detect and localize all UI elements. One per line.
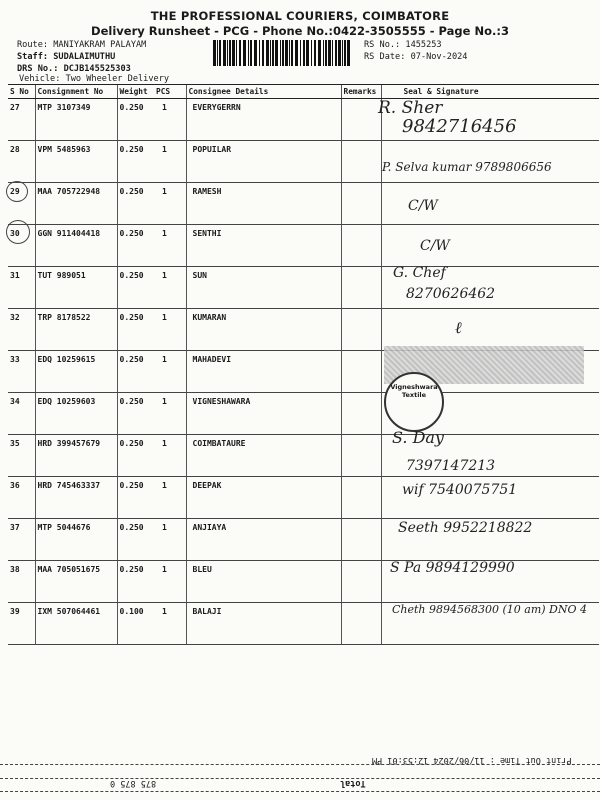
cell-consignee: ANJIAYA [186,519,341,561]
cell-pcs: 1 [154,603,186,645]
cell-pcs: 1 [154,225,186,267]
cell-consignee: RAMESH [186,183,341,225]
signature-27-phone: 9842716456 [402,116,517,137]
cell-remarks [341,393,381,435]
print-out-time: Print Out Time : 11/06/2024 12:53:01 PM [372,755,572,765]
col-signature: Seal & Signature [381,85,599,99]
cell-consignment-no: MTP 5044676 [35,519,117,561]
cell-sno: 38 [8,561,35,603]
cell-sno: 28 [8,141,35,183]
cell-sno: 33 [8,351,35,393]
cell-remarks [341,435,381,477]
cell-remarks [341,351,381,393]
col-sno: S No [8,85,35,99]
cell-pcs: 1 [154,141,186,183]
cell-consignment-no: MTP 3107349 [35,99,117,141]
cell-remarks [341,99,381,141]
cell-weight: 0.250 [117,435,154,477]
cell-consignee: POPUILAR [186,141,341,183]
total-label: Total [340,778,366,788]
signature-38: S Pa 9894129990 [390,560,515,576]
cell-consignee: VIGNESHAWARA [186,393,341,435]
cell-consignment-no: HRD 399457679 [35,435,117,477]
cell-pcs: 1 [154,267,186,309]
row-30-circle-mark [6,220,30,244]
col-consignment: Consignment No [35,85,117,99]
cell-pcs: 1 [154,99,186,141]
company-title: THE PROFESSIONAL COURIERS, COIMBATORE [150,9,450,23]
total-values: 875 875 0 [110,778,157,788]
rs-date: RS Date: 07-Nov-2024 [364,52,468,62]
cell-consignment-no: EDQ 10259615 [35,351,117,393]
footer-divider-bottom [0,791,600,792]
cell-consignment-no: MAA 705051675 [35,561,117,603]
signature-39: Cheth 9894568300 (10 am) DNO 4 [392,603,588,616]
cell-sno: 35 [8,435,35,477]
cell-consignee: DEEPAK [186,477,341,519]
cell-pcs: 1 [154,183,186,225]
cell-weight: 0.250 [117,351,154,393]
cell-weight: 0.250 [117,561,154,603]
col-remarks: Remarks [341,85,381,99]
signature-36: wif 7540075751 [402,482,518,498]
cell-consignment-no: IXM 507064461 [35,603,117,645]
footer-divider-mid [0,778,600,779]
cell-consignment-no: EDQ 10259603 [35,393,117,435]
col-pcs: PCS [154,85,186,99]
cell-pcs: 1 [154,519,186,561]
table-row [8,183,599,225]
table-header-row [8,85,599,99]
cell-weight: 0.250 [117,141,154,183]
cell-weight: 0.100 [117,603,154,645]
runsheet-subtitle: Delivery Runsheet - PCG - Phone No.:0422-3505555 - Page No.:3 [91,24,509,38]
cell-sno: 32 [8,309,35,351]
table-row [8,225,599,267]
cell-consignee: SENTHI [186,225,341,267]
cell-consignment-no: MAA 705722948 [35,183,117,225]
seal-34-text: Vigneshwara Textile [390,383,438,399]
vehicle-label: Vehicle: Two Wheeler Delivery [19,74,170,84]
cell-sno: 39 [8,603,35,645]
row-29-circle-mark [6,181,28,202]
cell-consignee: SUN [186,267,341,309]
cell-remarks [341,141,381,183]
cell-weight: 0.250 [117,99,154,141]
cell-pcs: 1 [154,477,186,519]
cell-weight: 0.250 [117,519,154,561]
cell-sno: 27 [8,99,35,141]
signature-35-name: S. Day [392,428,444,447]
cell-consignee: BLEU [186,561,341,603]
table-row [8,309,599,351]
table-row [8,393,599,435]
cell-remarks [341,309,381,351]
cell-sno: 31 [8,267,35,309]
table-row [8,435,599,477]
cell-consignee: KUMARAN [186,309,341,351]
route-label: Route: MANIYAKRAM PALAYAM [17,40,147,50]
cell-sno: 30 [8,225,35,267]
signature-37: Seeth 9952218822 [398,520,533,536]
signature-28: P. Selva kumar 9789806656 [382,160,552,174]
cell-weight: 0.250 [117,309,154,351]
signature-27-name: R. Sher [378,98,443,118]
cell-sno: 36 [8,477,35,519]
cell-remarks [341,183,381,225]
table-row [8,267,599,309]
cell-remarks [341,225,381,267]
signature-31-phone: 8270626462 [406,286,496,302]
cell-consignee: BALAJI [186,603,341,645]
cell-pcs: 1 [154,393,186,435]
cell-remarks [341,519,381,561]
seal-34 [384,372,444,432]
cell-consignee: EVERYGERRN [186,99,341,141]
col-consignee: Consignee Details [186,85,341,99]
cell-remarks [341,267,381,309]
col-weight: Weight [117,85,154,99]
cell-weight: 0.250 [117,267,154,309]
signature-29: C/W [408,198,438,214]
staff-label: Staff: SUDALAIMUTHU [17,52,116,62]
signature-32-mark: ℓ [455,318,462,337]
signature-35-phone: 7397147213 [406,458,496,474]
cell-sno: 29 [8,183,35,225]
cell-consignee: MAHADEVI [186,351,341,393]
cell-remarks [341,603,381,645]
cell-consignee: COIMBATAURE [186,435,341,477]
signature-30: C/W [420,238,450,254]
cell-consignment-no: TUT 989051 [35,267,117,309]
cell-weight: 0.250 [117,225,154,267]
cell-weight: 0.250 [117,183,154,225]
cell-consignment-no: GGN 911404418 [35,225,117,267]
cell-weight: 0.250 [117,393,154,435]
drs-number: DRS No.: DCJB145525303 [17,64,131,74]
cell-sno: 34 [8,393,35,435]
cell-pcs: 1 [154,309,186,351]
cell-consignment-no: VPM 5485963 [35,141,117,183]
barcode [213,40,353,66]
cell-consignment-no: HRD 745463337 [35,477,117,519]
cell-signature [381,225,599,267]
cell-remarks [341,477,381,519]
rs-number: RS No.: 1455253 [364,40,442,50]
cell-signature [381,309,599,351]
cell-weight: 0.250 [117,477,154,519]
signature-31-name: G. Chef [393,265,446,281]
cell-consignment-no: TRP 8178522 [35,309,117,351]
cell-remarks [341,561,381,603]
cell-pcs: 1 [154,351,186,393]
cell-pcs: 1 [154,561,186,603]
cell-sno: 37 [8,519,35,561]
cell-pcs: 1 [154,435,186,477]
